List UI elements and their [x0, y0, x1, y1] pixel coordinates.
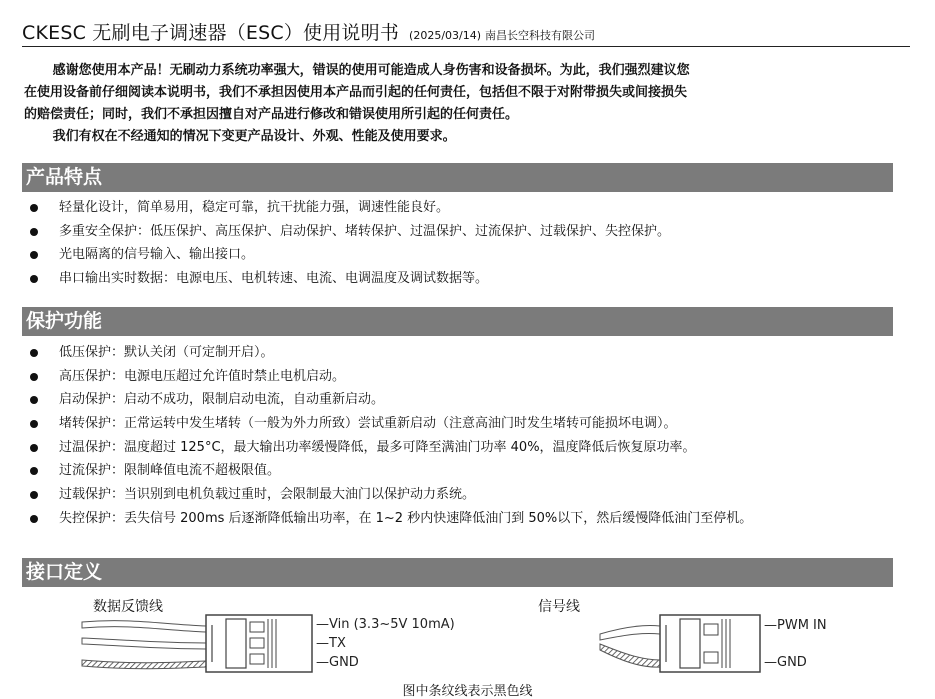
protection-text: 失控保护：丢失信号 200ms 后逐渐降低输出功率，在 1~2 秒内快速降低油门到 50%以下，然后缓慢降低油门至停机。	[59, 510, 753, 526]
protection-text: 启动保护：启动不成功，限制启动电流，自动重新启动。	[59, 392, 385, 408]
signal-wire-pwm	[600, 625, 660, 640]
pin-label-tx: —TX	[316, 636, 346, 651]
intro-paragraph-2: 我们有权在不经通知的情况下变更产品设计、外观、性能及使用要求。	[52, 129, 456, 144]
signal-connector-diagram	[600, 615, 760, 672]
intro-paragraph-line-3: 的赔偿责任；同时，我们不承担因擅自对产品进行修改和错误使用所引起的任何责任。	[24, 107, 519, 122]
protection-text: 过载保护：当识别到电机负载过重时，会限制最大油门以保护动力系统。	[59, 487, 476, 503]
protection-text: 过流保护：限制峰值电流不超极限值。	[59, 463, 281, 479]
pin-label-pwm-in: —PWM IN	[764, 618, 827, 633]
document-date: (2025/03/14)	[409, 29, 482, 42]
diagram-caption: 图中条纹线表示黑色线	[402, 684, 533, 699]
section-heading-protection: 保护功能	[22, 307, 893, 336]
feature-text: 多重安全保护：低压保护、高压保护、启动保护、堵转保护、过温保护、过流保护、过载保护、失控保护。	[59, 223, 671, 239]
feedback-wire-tx	[82, 638, 206, 649]
pin-label-gnd: —GND	[316, 655, 359, 670]
intro-paragraph-line-2: 在使用设备前仔细阅读本说明书，我们不承担因使用本产品而引起的任何责任，包括但不限于对附带损失或间接损失	[24, 85, 688, 100]
feedback-wire-vin	[82, 621, 206, 632]
protection-text: 过温保护：温度超过 125°C，最大输出功率缓慢降低，最多可降至满油门功率 40%，温度降低后恢复原功率。	[59, 439, 696, 455]
section-heading-features: 产品特点	[22, 163, 893, 192]
feature-text: 串口输出实时数据：电源电压、电机转速、电流、电调温度及调试数据等。	[59, 271, 489, 287]
protection-text: 高压保护：电源电压超过允许值时禁止电机启动。	[59, 368, 346, 384]
protection-text: 低压保护：默认关闭（可定制开启）。	[59, 345, 274, 360]
protection-text: 堵转保护：正常运转中发生堵转（一般为外力所致）尝试重新启动（注意高油门时发生堵转可能损坏电调）。	[59, 416, 677, 432]
document-title: CKESC 无刷电子调速器（ESC）使用说明书	[22, 22, 400, 44]
feature-text: 轻量化设计，简单易用，稳定可靠，抗干扰能力强，调速性能良好。	[59, 200, 450, 215]
company-name: 南昌长空科技有限公司	[485, 29, 596, 42]
intro-paragraph-line-1: 感谢您使用本产品！无刷动力系统功率强大，错误的使用可能造成人身伤害和设备损坏。为此，我们强烈建议您	[52, 63, 690, 78]
pin-label-vin: —Vin (3.3~5V 10mA)	[316, 617, 455, 632]
signal-wire-gnd	[600, 644, 660, 667]
feedback-wire-gnd	[82, 660, 206, 669]
feature-text: 光电隔离的信号输入、输出接口。	[59, 247, 255, 263]
feedback-cable-label: 数据反馈线	[93, 599, 163, 615]
feedback-connector-diagram	[82, 615, 312, 672]
signal-cable-label: 信号线	[538, 599, 580, 615]
pin-label-signal-gnd: —GND	[764, 655, 807, 670]
section-heading-interface: 接口定义	[22, 558, 893, 587]
